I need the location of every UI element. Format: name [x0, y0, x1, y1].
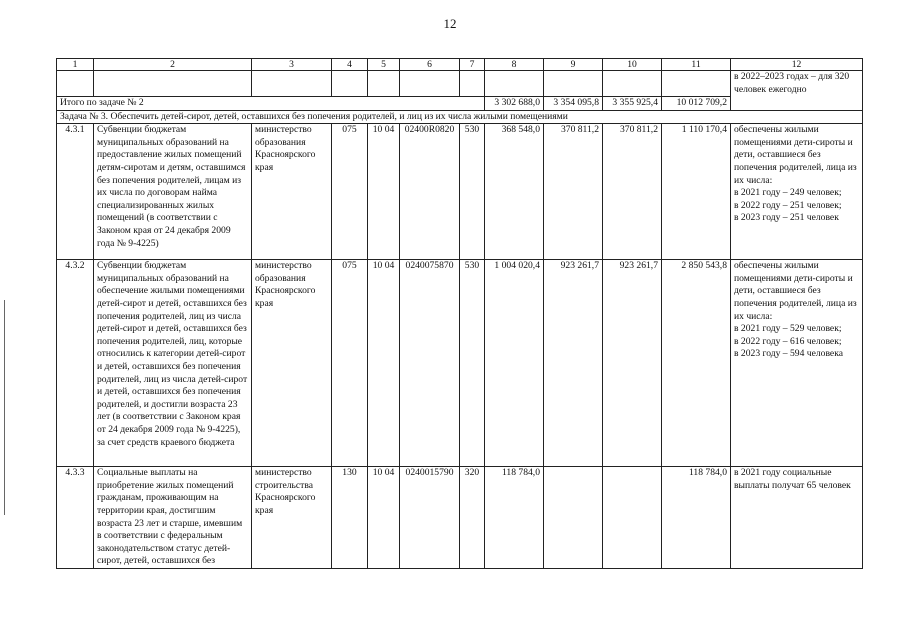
executor: министерство образования Красноярского края — [252, 260, 332, 467]
value-2021: 368 548,0 — [485, 124, 544, 260]
task3-title: Задача № 3. Обеспечить детей-сирот, детей, оставшихся без попечения родителей, и лиц из их числа жилыми помещениями — [57, 110, 863, 124]
column-header: 11 — [662, 59, 731, 71]
rzpr-code: 10 04 — [368, 260, 400, 467]
rzpr-code: 10 04 — [368, 124, 400, 260]
column-header: 6 — [400, 59, 460, 71]
measure-name: Субвенции бюджетам муниципальных образований на обеспечение жилыми помещениями детей-сирот и детей, оставшихся без попечения родителей, лиц из числа детей-сирот и детей, оставшихся без попечения родителей, лиц, которые относились к категории детей-сирот и детей, оставшихся без попечения родителей, лиц из числа детей-сирот и детей, оставшихся без попечения родителей, и достигли возраста 23 лет (в соответствии с Законом края от 24 декабря 2009 года № 9-4225), за счет средств краевого бюджета — [94, 260, 252, 467]
vr-code: 320 — [460, 467, 485, 569]
table-row — [57, 124, 863, 260]
value-total: 2 850 543,8 — [662, 260, 731, 467]
task3-title-row — [57, 110, 863, 124]
value-total: 118 784,0 — [662, 467, 731, 569]
column-header: 4 — [332, 59, 368, 71]
value-2023: 923 261,7 — [603, 260, 662, 467]
column-header: 1 — [57, 59, 94, 71]
measure-name: Субвенции бюджетам муниципальных образований на предоставление жилых помещений детям-сиротам и детям, оставшимся без попечения родителей, лицам из их числа по договорам найма специализированных жилых помещений (в соответствии с Законом края от 24 декабря 2009 года № 9-4225) — [94, 124, 252, 260]
table-row — [57, 260, 863, 467]
margin-line — [4, 300, 5, 515]
grbs-code: 075 — [332, 124, 368, 260]
column-header: 5 — [368, 59, 400, 71]
row-number: 4.3.2 — [57, 260, 94, 467]
value-2022: 923 261,7 — [544, 260, 603, 467]
column-header: 9 — [544, 59, 603, 71]
csr-code: 0240015790 — [400, 467, 460, 569]
expected-result: обеспечены жилыми помещениями дети-сироты и дети, оставшиеся без попечения родителей, лица из их числа: в 2021 году – 249 человек; в 2022 году – 251 человек; в 2023 году – 251 человек — [731, 124, 863, 260]
value-2023: 370 811,2 — [603, 124, 662, 260]
column-header: 2 — [94, 59, 252, 71]
column-header: 10 — [603, 59, 662, 71]
total-2022: 3 354 095,8 — [544, 97, 603, 111]
total-sum: 10 012 709,2 — [662, 97, 731, 111]
value-2022 — [544, 467, 603, 569]
page-number: 12 — [443, 16, 457, 31]
total-2023: 3 355 925,4 — [603, 97, 662, 111]
grbs-code: 130 — [332, 467, 368, 569]
column-header: 8 — [485, 59, 544, 71]
grbs-code: 075 — [332, 260, 368, 467]
column-header: 12 — [731, 59, 863, 71]
column-header: 3 — [252, 59, 332, 71]
rzpr-code: 10 04 — [368, 467, 400, 569]
executor: министерство образования Красноярского края — [252, 124, 332, 260]
vr-code: 530 — [460, 260, 485, 467]
expected-result: обеспечены жилыми помещениями дети-сироты и дети, оставшиеся без попечения родителей, лица из их числа: в 2021 году – 529 человек; в 2022 году – 616 человек; в 2023 году – 594 человека — [731, 260, 863, 467]
csr-code: 02400R0820 — [400, 124, 460, 260]
expected-result: в 2021 году социальные выплаты получат 65 человек — [731, 467, 863, 569]
executor: министерство строительства Красноярского края — [252, 467, 332, 569]
csr-code: 0240075870 — [400, 260, 460, 467]
total-label: Итого по задаче № 2 — [57, 97, 485, 111]
column-header: 7 — [460, 59, 485, 71]
value-2023 — [603, 467, 662, 569]
value-total: 1 110 170,4 — [662, 124, 731, 260]
value-2021: 1 004 020,4 — [485, 260, 544, 467]
result-cell: в 2022–2023 годах – для 320 человек ежегодно — [731, 71, 863, 111]
budget-table — [56, 58, 863, 569]
value-2021: 118 784,0 — [485, 467, 544, 569]
table-row — [57, 467, 863, 569]
value-2022: 370 811,2 — [544, 124, 603, 260]
measure-name: Социальные выплаты на приобретение жилых помещений гражданам, проживающим на территории края, достигшим возраста 23 лет и старше, имевшим в соответствии с федеральным законодательством статус детей-сирот, детей, оставшихся без — [94, 467, 252, 569]
column-number-row — [57, 59, 863, 71]
row-number: 4.3.3 — [57, 467, 94, 569]
row-number: 4.3.1 — [57, 124, 94, 260]
total-2021: 3 302 688,0 — [485, 97, 544, 111]
vr-code: 530 — [460, 124, 485, 260]
continuation-row — [57, 71, 863, 97]
